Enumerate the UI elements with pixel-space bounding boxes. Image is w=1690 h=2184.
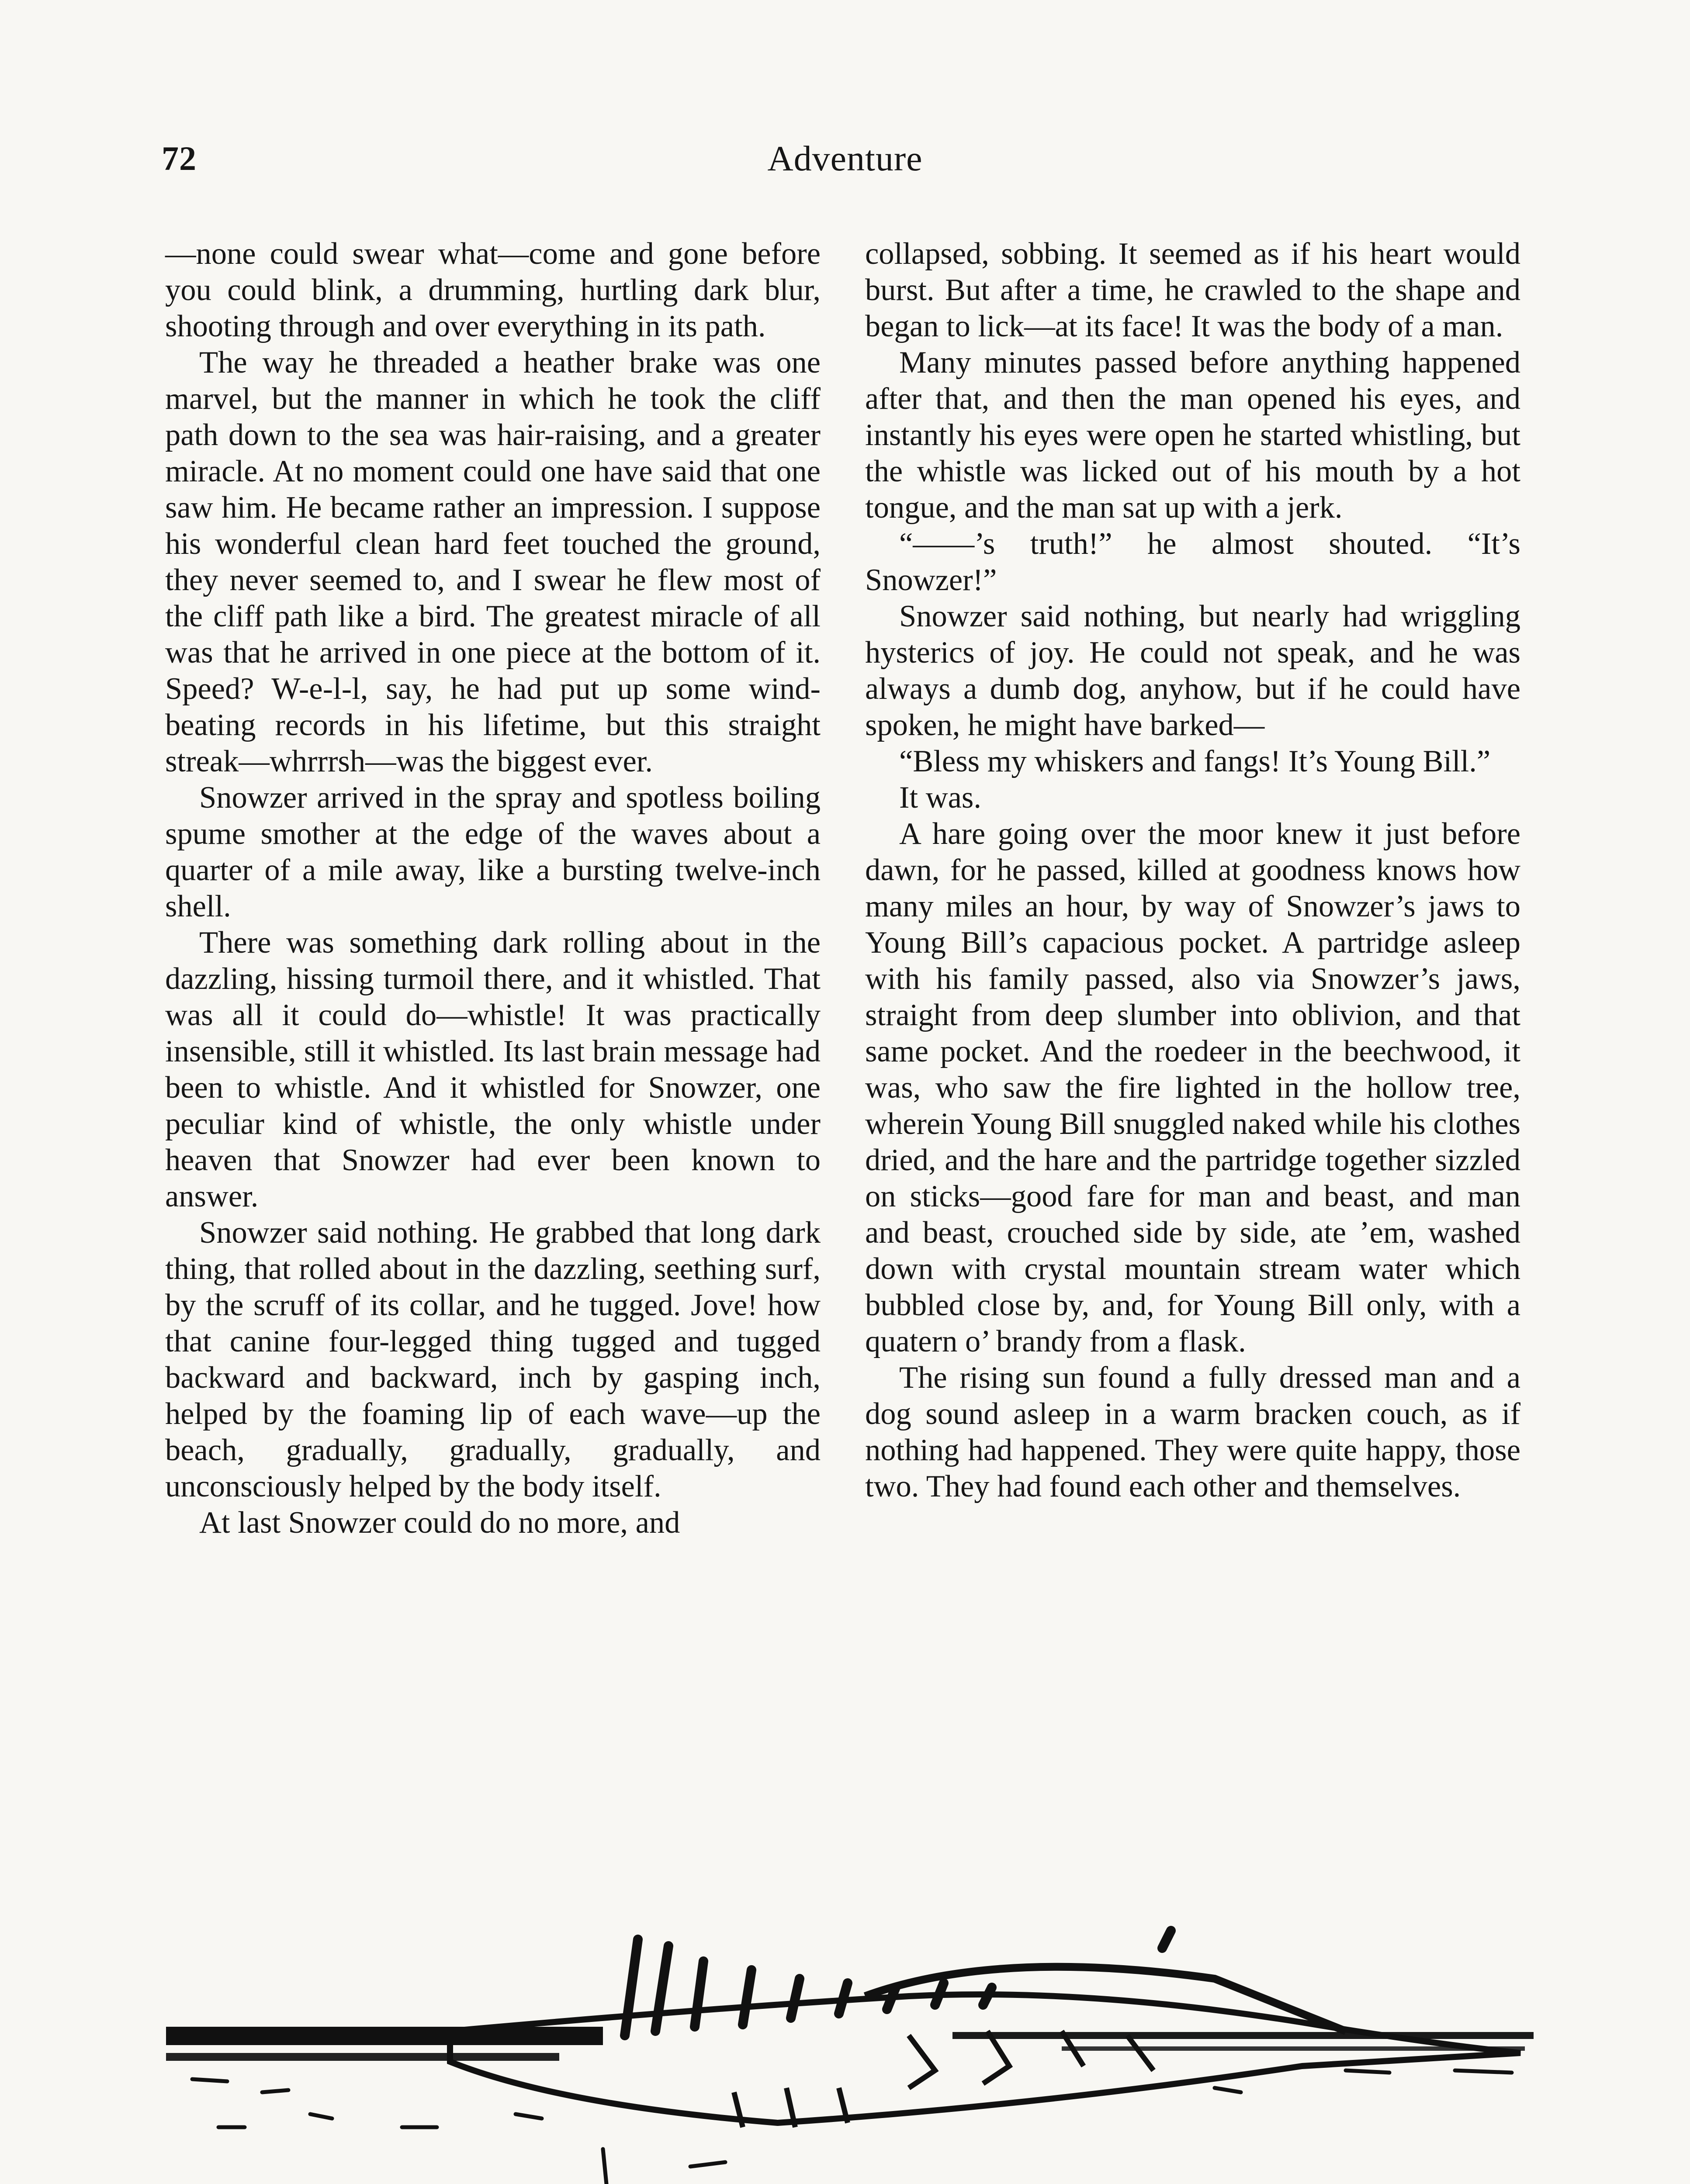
left-column [165, 236, 821, 1541]
page-number: 72 [162, 139, 197, 177]
paragraph: Many minutes passed before anything happened after that, and then the man opened his eyes, and instantly his eyes were open he started whistling, but the whistle was licked out of his mouth by a hot tongue, and the man sat up with a jerk. [865, 346, 1520, 525]
running-head: Adventure [767, 138, 923, 178]
right-column [865, 236, 1520, 1505]
paragraph: At last Snowzer could do no more, and [199, 1506, 680, 1540]
paragraph: collapsed, sobbing. It seemed as if his heart would burst. But after a time, he crawled to the shape and began to lick—at its face! It was the body of a man. [865, 237, 1520, 343]
paragraph: It was. [899, 781, 981, 815]
paragraph: There was something dark rolling about in the dazzling, hissing turmoil there, and it whistled. That was all it could do—whistle! It was practically insensible, still it whistled. Its last brain message had been to whistle. And it whistled for Snowzer, one peculiar kind of whistle, the only whistle under heaven that Snowzer had ever been known to answer. [165, 926, 821, 1213]
paragraph: Snowzer said nothing. He grabbed that long dark thing, that rolled about in the dazzling, seething surf, by the scruff of its collar, and he tugged. Jove! how that canine four-legged thing tugged and tugged backward and backward, inch by gasping inch, helped by the foaming lip of each wave—up the beach, gradually, gradually, gradually, and unconsciously helped by the body itself. [165, 1216, 821, 1503]
shipwreck-illustration-icon [166, 1922, 1538, 2184]
paragraph: The rising sun found a fully dressed man and a dog sound asleep in a warm bracken couch, as if nothing had happened. They were quite happy, those two. They had found each other and themselves. [865, 1361, 1520, 1503]
paragraph: Snowzer arrived in the spray and spotless boiling spume smother at the edge of the waves about a quarter of a mile away, like a bursting twelve-inch shell. [165, 781, 821, 923]
paragraph: “Bless my whiskers and fangs! It’s Young Bill.” [899, 744, 1491, 778]
paragraph: —none could swear what—come and gone before you could blink, a drumming, hurtling dark blur, shooting through and over everything in its path. [165, 237, 821, 343]
paragraph: The way he threaded a heather brake was one marvel, but the manner in which he took the cliff path down to the sea was hair-raising, and a greater miracle. At no moment could one have said that one saw him. He became rather an impression. I suppose his wonderful clean hard feet touched the ground, they never seemed to, and I swear he flew most of the cliff path like a bird. The greatest miracle of all was that he arrived in one piece at the bottom of it. Speed? W-e-l-l, say, he had put up some wind-beating records in his lifetime, but this straight streak—whrrrsh—was the biggest ever. [165, 346, 821, 778]
paragraph: Snowzer said nothing, but nearly had wriggling hysterics of joy. He could not speak, and he was always a dumb dog, anyhow, but if he could have spoken, he might have barked— [865, 599, 1520, 742]
paragraph: “——’s truth!” he almost shouted. “It’s Snowzer!” [865, 527, 1520, 597]
paragraph: A hare going over the moor knew it just before dawn, for he passed, killed at goodness knows how many miles an hour, by way of Snowzer’s jaws to Young Bill’s capacious pocket. A partridge asleep with his family passed, also via Snowzer’s jaws, straight from deep slumber into oblivion, and that same pocket. And the roedeer in the beechwood, it was, who saw the fire lighted in the hollow tree, wherein Young Bill snuggled naked while his clothes dried, and the hare and the partridge together sizzled on sticks—good fare for man and beast, and man and beast, crouched side by side, ate ’em, washed down with crystal mountain stream water which bubbled close by, and, for Young Bill only, with a quatern o’ brandy from a flask. [865, 817, 1520, 1358]
